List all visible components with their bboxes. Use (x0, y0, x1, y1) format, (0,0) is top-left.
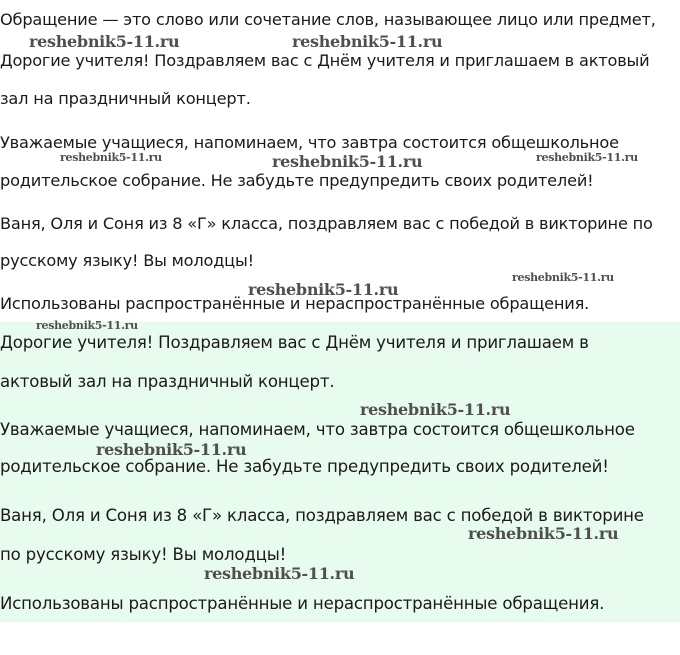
answer-paragraph-3-line-1: Ваня, Оля и Соня из 8 «Г» класса, поздравляем вас с победой в викторине (0, 506, 644, 525)
paragraph-1-line-2: зал на праздничный концерт. (0, 89, 251, 108)
watermark: reshebnik5-11.ru (292, 32, 443, 51)
watermark: reshebnik5-11.ru (468, 524, 619, 543)
paragraph-3-line-2: русскому языку! Вы молодцы! (0, 251, 254, 270)
watermark: reshebnik5-11.ru (360, 400, 511, 419)
answer-paragraph-1-line-1: Дорогие учителя! Поздравляем вас с Днём учителя и приглашаем в (0, 333, 589, 352)
answer-paragraph-2-line-1: Уважаемые учащиеся, напоминаем, что завтра состоится общешкольное (0, 420, 635, 439)
answer-paragraph-3-line-2: по русскому языку! Вы молодцы! (0, 545, 287, 564)
answer-paragraph-1-line-2: актовый зал на праздничный концерт. (0, 372, 335, 391)
paragraph-1-line-1: Дорогие учителя! Поздравляем вас с Днём учителя и приглашаем в актовый (0, 51, 650, 70)
conclusion-text: Использованы распространённые и нераспространённые обращения. (0, 294, 590, 313)
watermark: reshebnik5-11.ru (536, 151, 638, 164)
paragraph-3-line-1: Ваня, Оля и Соня из 8 «Г» класса, поздравляем вас с победой в викторине по (0, 214, 653, 233)
watermark: reshebnik5-11.ru (248, 280, 399, 299)
paragraph-2-line-1: Уважаемые учащиеся, напоминаем, что завтра состоится общешкольное (0, 133, 619, 152)
watermark: reshebnik5-11.ru (96, 440, 247, 459)
watermark: reshebnik5-11.ru (29, 32, 180, 51)
watermark: reshebnik5-11.ru (512, 271, 614, 284)
definition-text: Обращение — это слово или сочетание слов, называющее лицо или предмет, (0, 10, 656, 29)
paragraph-2-line-2: родительское собрание. Не забудьте предупредить своих родителей! (0, 171, 594, 190)
watermark: reshebnik5-11.ru (36, 319, 138, 332)
answer-conclusion-text: Использованы распространённые и нераспространённые обращения. (0, 594, 605, 613)
watermark: reshebnik5-11.ru (272, 152, 423, 171)
watermark: reshebnik5-11.ru (204, 564, 355, 583)
answer-paragraph-2-line-2: родительское собрание. Не забудьте предупредить своих родителей! (0, 457, 609, 476)
watermark: reshebnik5-11.ru (60, 151, 162, 164)
